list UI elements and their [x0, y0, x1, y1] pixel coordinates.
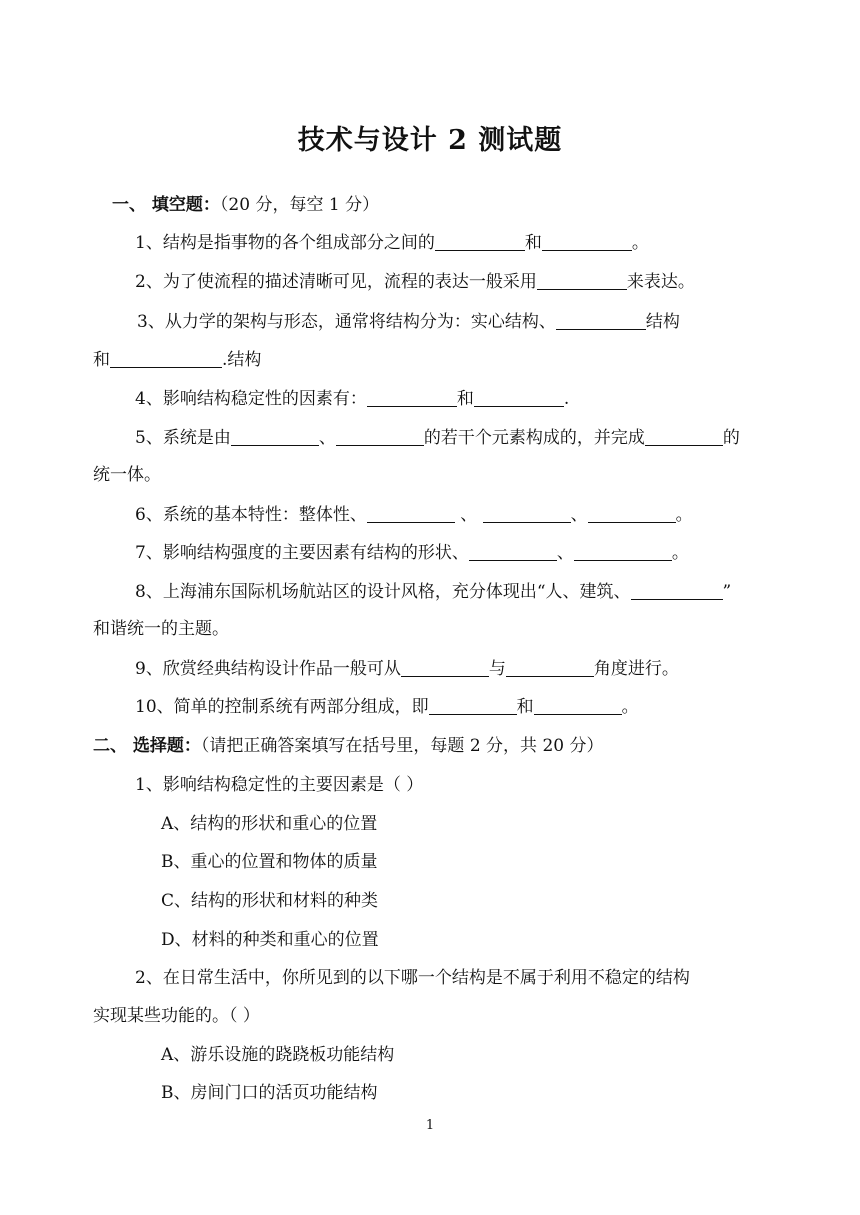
question-1-9 — [135, 657, 679, 681]
answer-blank[interactable] — [429, 696, 517, 715]
question-1-2 — [135, 270, 695, 294]
answer-blank[interactable] — [534, 696, 622, 715]
q-text: 6、系统的基本特性：整体性、 — [135, 505, 367, 525]
q-text: 9、欣赏经典结构设计作品一般可从 — [135, 659, 401, 679]
section2-heading — [93, 734, 603, 758]
question-1-7 — [135, 541, 689, 565]
answer-blank[interactable] — [336, 427, 424, 446]
q-text: 的若干个元素构成的，并完成 — [423, 428, 645, 448]
section2-label: 二、 选择题： — [93, 736, 201, 756]
q-text: 的 — [722, 428, 740, 448]
q-text: 结构 — [645, 312, 680, 332]
section1-label: 一、 填空题： — [112, 195, 220, 215]
q-text: 。 — [621, 697, 639, 717]
answer-blank[interactable] — [435, 232, 525, 251]
q-text: 7、影响结构强度的主要因素有结构的形状、 — [135, 543, 469, 563]
q-text: 和 — [456, 389, 474, 409]
q-text: 1、结构是指事物的各个组成部分之间的 — [135, 233, 435, 253]
answer-blank[interactable] — [110, 349, 222, 368]
question-1-8 — [135, 580, 731, 604]
q-text: 8、上海浦东国际机场航站区的设计风格，充分体现出“人、建筑、 — [135, 582, 631, 602]
q-text: 5、系统是由 — [135, 428, 231, 448]
q-text: 统一体。 — [93, 465, 161, 485]
q-text: 10、简单的控制系统有两部分组成，即 — [135, 697, 429, 717]
answer-blank[interactable] — [469, 542, 557, 561]
question-1-4 — [135, 387, 569, 411]
q-text: 。 — [631, 233, 649, 253]
section1-note: （20 分，每空 1 分） — [219, 195, 380, 215]
question-2-2-stem-cont: 实现某些功能的。（ ） — [93, 1006, 260, 1026]
q-text: .结构 — [222, 350, 262, 370]
answer-blank[interactable] — [645, 427, 723, 446]
option-b: B、房间门口的活页功能结构 — [161, 1083, 378, 1103]
answer-blank[interactable] — [631, 581, 723, 600]
option-d: D、材料的种类和重心的位置 — [161, 930, 379, 950]
section2-note: （请把正确答案填写在括号里，每题 2 分，共 20 分） — [200, 736, 604, 756]
q-text: 角度进行。 — [593, 659, 679, 679]
page-title: 技术与设计 2 测试题 — [297, 125, 563, 156]
q-text: 4、影响结构稳定性的因素有： — [135, 389, 367, 409]
answer-blank[interactable] — [231, 427, 319, 446]
q-text: 和 — [516, 697, 534, 717]
answer-blank[interactable] — [483, 504, 571, 523]
section1-heading — [112, 193, 379, 217]
answer-blank[interactable] — [367, 388, 457, 407]
q-text: 、 — [570, 505, 588, 525]
option-a: A、结构的形状和重心的位置 — [161, 814, 378, 834]
question-1-5 — [135, 426, 740, 450]
question-1-3 — [137, 310, 680, 334]
q-text: ” — [722, 582, 732, 602]
q-text: 。 — [675, 505, 693, 525]
question-2-2-stem: 2、在日常生活中，你所见到的以下哪一个结构是不属于利用不稳定的结构 — [135, 968, 690, 988]
answer-blank[interactable] — [556, 311, 646, 330]
q-text: 来表达。 — [626, 272, 695, 292]
question-1-5-cont — [93, 463, 161, 487]
q-text: 。 — [671, 543, 689, 563]
question-1-8-cont — [93, 617, 229, 641]
option-a: A、游乐设施的跷跷板功能结构 — [161, 1045, 395, 1065]
q-text: 3、从力学的架构与形态，通常将结构分为：实心结构、 — [137, 312, 556, 332]
answer-blank[interactable] — [474, 388, 564, 407]
option-c: C、结构的形状和材料的种类 — [161, 891, 379, 911]
answer-blank[interactable] — [542, 232, 632, 251]
q-text: 、 — [318, 428, 336, 448]
q-text: 和 — [93, 350, 110, 370]
question-1-10 — [135, 695, 639, 719]
q-text: 和谐统一的主题。 — [93, 619, 229, 639]
question-1-3-cont — [93, 348, 261, 372]
option-b: B、重心的位置和物体的质量 — [161, 852, 378, 872]
q-text: . — [563, 389, 570, 409]
question-1-6 — [135, 503, 693, 527]
answer-blank[interactable] — [506, 658, 594, 677]
q-text: 和 — [524, 233, 542, 253]
answer-blank[interactable] — [367, 504, 455, 523]
answer-blank[interactable] — [574, 542, 672, 561]
q-text: 、 — [460, 505, 478, 525]
q-text: 、 — [556, 543, 574, 563]
answer-blank[interactable] — [588, 504, 676, 523]
q-text: 与 — [488, 659, 506, 679]
question-2-1-stem: 1、影响结构稳定性的主要因素是（ ） — [135, 775, 424, 795]
q-text: 2、为了使流程的描述清晰可见，流程的表达一般采用 — [135, 272, 537, 292]
answer-blank[interactable] — [537, 271, 627, 290]
page-number: 1 — [425, 1118, 435, 1133]
question-1-1 — [135, 231, 649, 255]
answer-blank[interactable] — [401, 658, 489, 677]
